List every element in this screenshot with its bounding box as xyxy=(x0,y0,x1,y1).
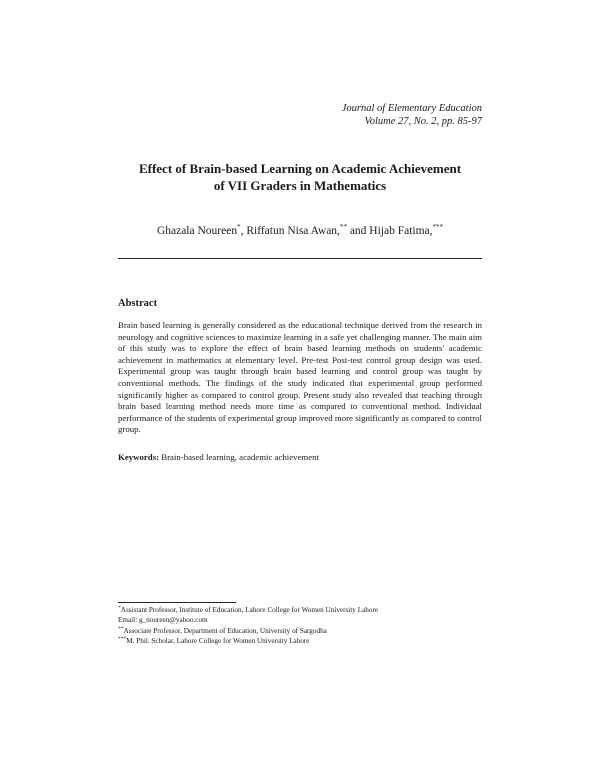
footnote xyxy=(118,636,498,646)
footnote-divider xyxy=(118,602,236,603)
author-separator: , xyxy=(240,225,247,237)
abstract-heading: Abstract xyxy=(118,298,158,309)
author-mark: *** xyxy=(432,223,444,231)
footnote-text: Assistant Professor, Institute of Education, Lahore College for Women University Lahore xyxy=(120,606,379,614)
footnote xyxy=(118,626,498,636)
footnote-text: Email: g_noureen@yahoo.com xyxy=(118,616,208,625)
footnotes xyxy=(118,605,498,646)
author-name: Riffatun Nisa Awan, xyxy=(246,225,340,237)
footnote-text: Associate Professor, Department of Education, University of Sargodha xyxy=(123,626,327,635)
journal-volume: Volume 27, No. 2, pp. 85-97 xyxy=(364,116,482,127)
keywords-text: Brain-based learning, academic achievement xyxy=(161,452,320,462)
abstract-body: Brain based learning is generally considered as the educational technique derived from the research in neurology and cognitive sciences to maximize learning in a safe yet challenging manner. The main aim of this study was to explore the effect of brain based learning methods on students' academic achievement in mathematics at elementary level. Pre-test Post-test control group design was used. Experimental group was taught through brain based learning and control group was taught by conventional methods. The findings of the study indicated that experimental group performed significantly higher as compared to control group. Present study also revealed that teaching through brain based learning method needs more time as compared to conventional method. Individual performance of the students of experimental group improved more significantly as compared to control group. xyxy=(118,320,482,435)
title-line-2: of VII Graders in Mathematics xyxy=(213,178,387,193)
keywords-label: Keywords: xyxy=(118,452,160,462)
journal-header xyxy=(342,102,482,128)
keywords xyxy=(118,452,482,462)
author-name: Hijab Fatima, xyxy=(369,225,433,237)
journal-name: Journal of Elementary Education xyxy=(341,103,482,114)
footnote xyxy=(118,605,498,615)
title-line-1: Effect of Brain-based Learning on Academic Achievement xyxy=(138,161,462,176)
footnote-text: M. Phil. Scholar, Lahore College for Women University Lahore xyxy=(126,636,310,645)
footnote-mark: ** xyxy=(118,625,124,632)
footnote-mark: *** xyxy=(118,635,127,642)
author-list xyxy=(0,225,600,237)
footnote xyxy=(118,615,498,625)
author-name: Ghazala Noureen xyxy=(156,225,238,237)
header-divider xyxy=(118,258,482,259)
author-separator: and xyxy=(346,225,370,237)
author-mark: * xyxy=(237,223,241,231)
paper-title xyxy=(0,160,600,194)
footnote-mark: * xyxy=(118,605,121,611)
author-mark: ** xyxy=(339,223,347,231)
